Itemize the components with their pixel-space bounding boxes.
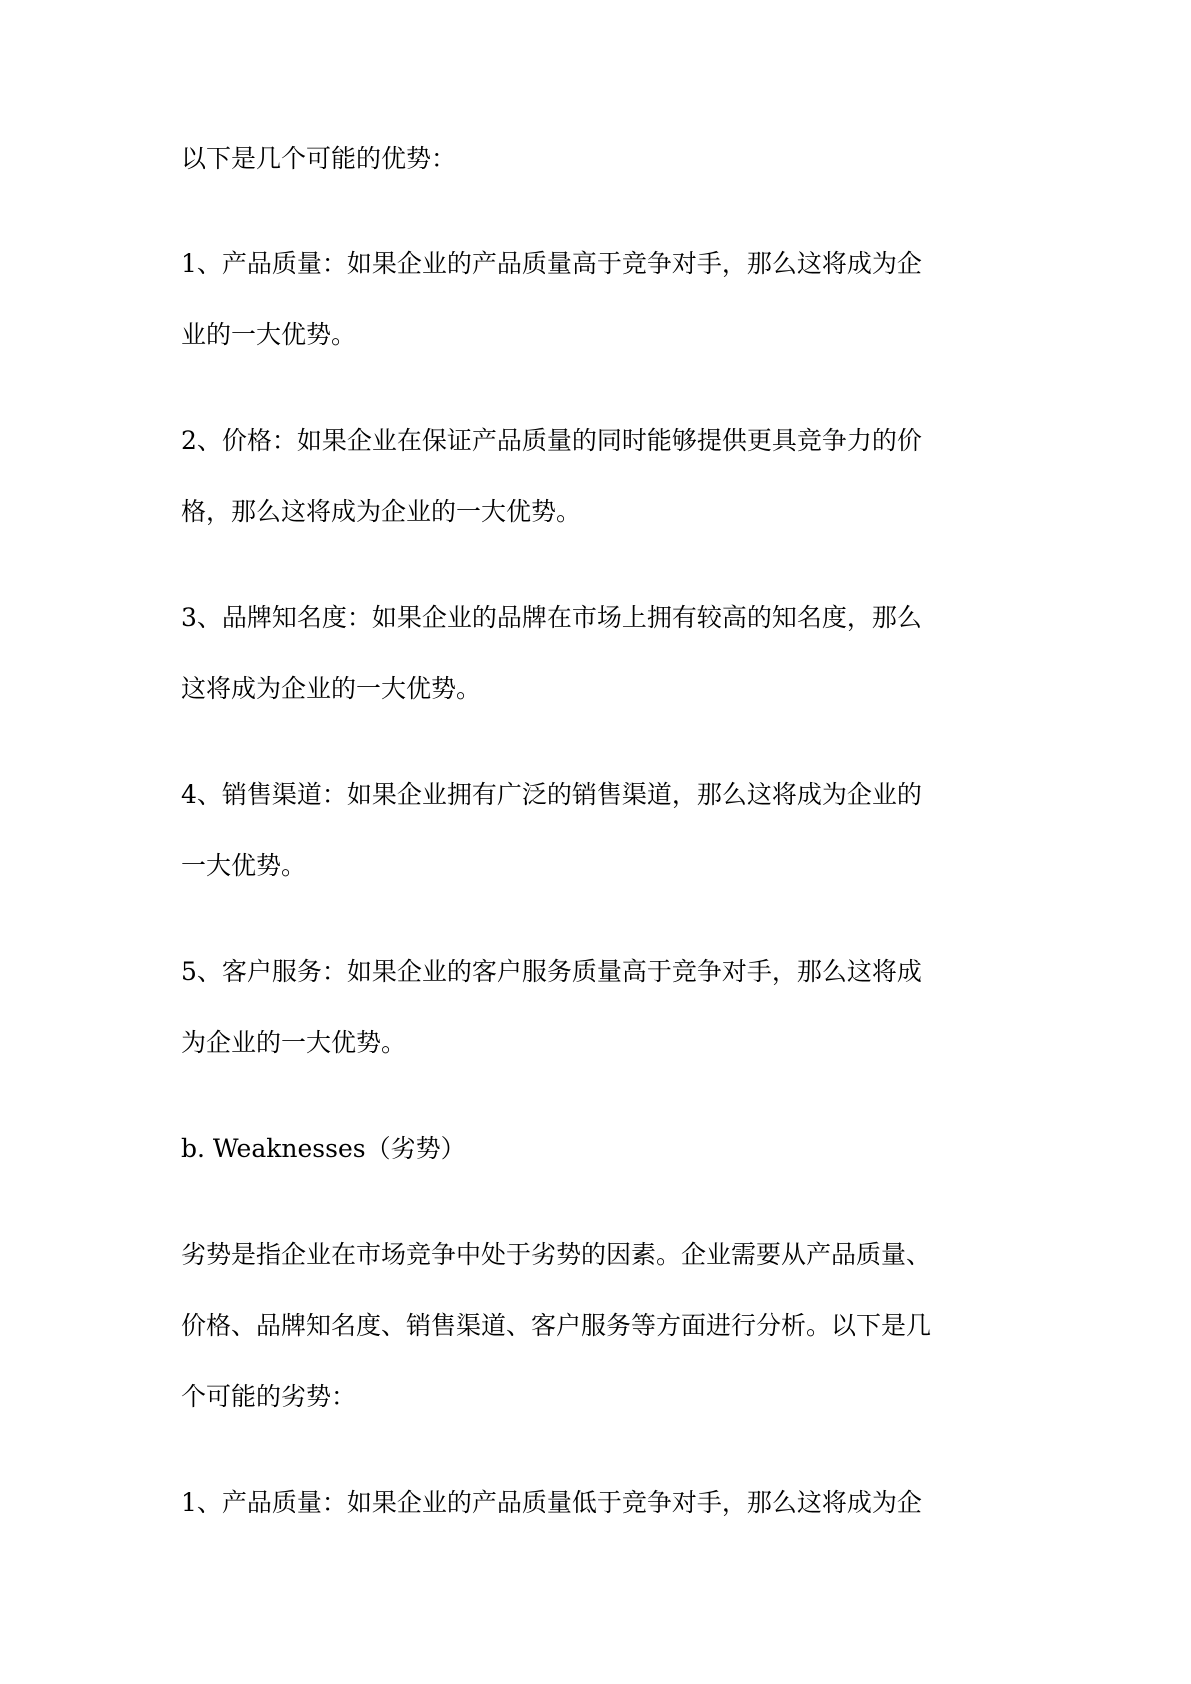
- text-line: 个可能的劣势：: [181, 1382, 357, 1411]
- text-line: 一大优势。: [181, 851, 307, 880]
- text-line: 价格、品牌知名度、销售渠道、客户服务等方面进行分析。以下是几: [181, 1311, 932, 1340]
- text-line: 这将成为企业的一大优势。: [181, 674, 482, 703]
- text-line: 3、品牌知名度：如果企业的品牌在市场上拥有较高的知名度，那么: [181, 603, 922, 632]
- text-line: 5、客户服务：如果企业的客户服务质量高于竞争对手，那么这将成: [181, 957, 922, 986]
- text-line: 4、销售渠道：如果企业拥有广泛的销售渠道，那么这将成为企业的: [181, 780, 922, 809]
- text-line: 2、价格：如果企业在保证产品质量的同时能够提供更具竞争力的价: [181, 426, 922, 455]
- text-line: 格，那么这将成为企业的一大优势。: [181, 497, 582, 526]
- text-line: 业的一大优势。: [181, 320, 357, 349]
- text-line: 1、产品质量：如果企业的产品质量高于竞争对手，那么这将成为企: [181, 249, 922, 278]
- text-line: 1、产品质量：如果企业的产品质量低于竞争对手，那么这将成为企: [181, 1488, 922, 1517]
- section-heading: b. Weaknesses（劣势）: [181, 1134, 466, 1163]
- text-line: 为企业的一大优势。: [181, 1028, 407, 1057]
- text-line: 劣势是指企业在市场竞争中处于劣势的因素。企业需要从产品质量、: [181, 1240, 932, 1269]
- text-line: 以下是几个可能的优势：: [181, 144, 457, 173]
